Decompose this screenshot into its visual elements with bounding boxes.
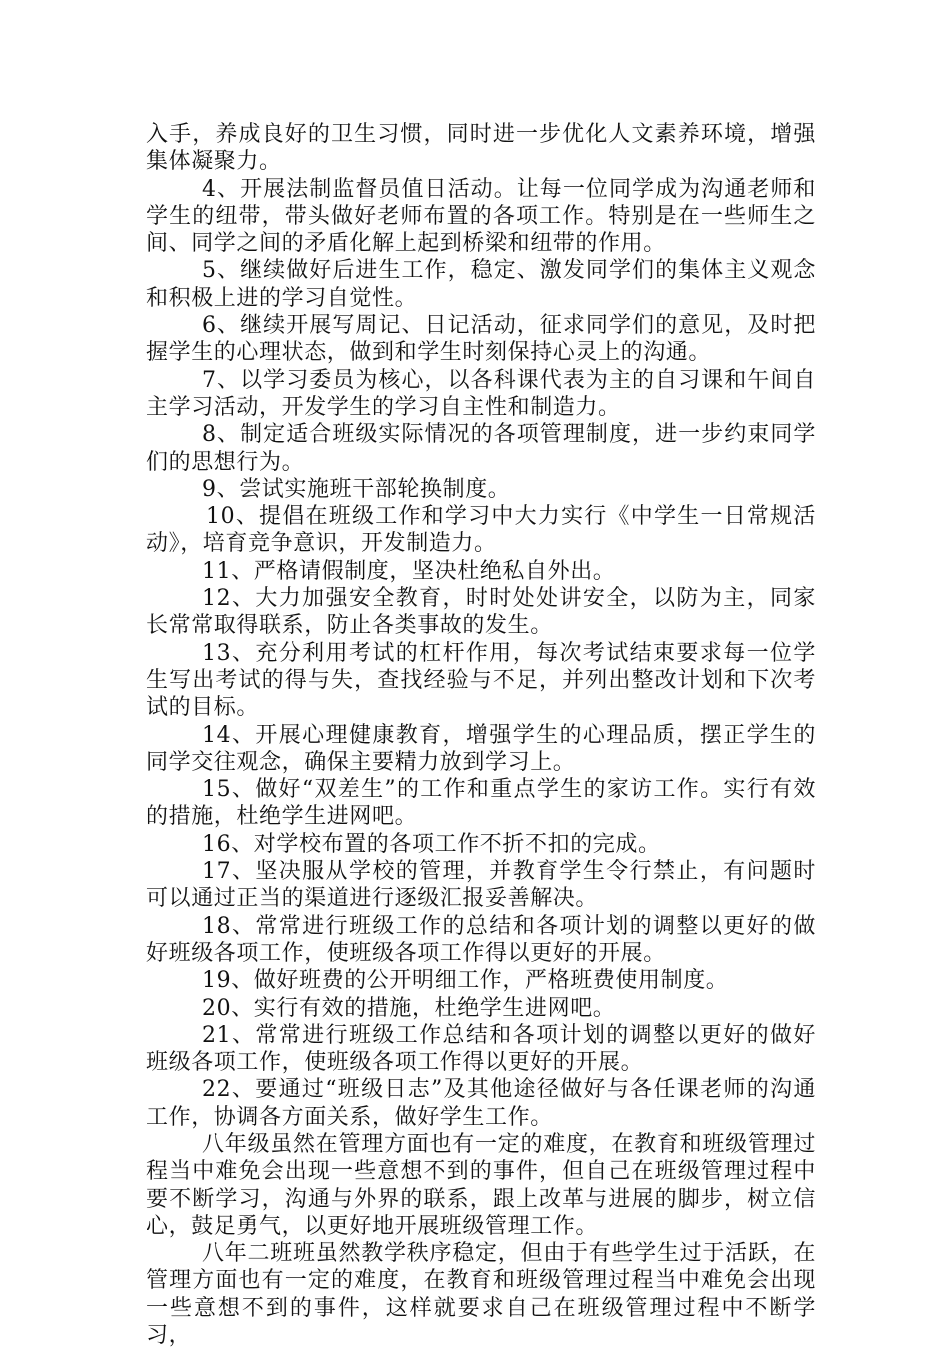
paragraph-item-22: 22、要通过“班级日志”及其他途径做好与各任课老师的沟通工作，协调各方面关系，做好学生工作。 (146, 1077, 816, 1130)
paragraph-item-9: 9、尝试实施班干部轮换制度。 (202, 476, 511, 502)
paragraph-item-8: 8、制定适合班级实际情况的各项管理制度，进一步约束同学们的思想行为。 (146, 422, 816, 475)
paragraph-item-7: 7、以学习委员为核心，以各科课代表为主的自习课和午间自主学习活动，开发学生的学习自主性和制造力。 (146, 367, 816, 420)
paragraph-item-10: 10、提倡在班级工作和学习中大力实行《中学生一日常规活动》，培育竞争意识，开发制造力。 (146, 504, 816, 557)
paragraph-item-20: 20、实行有效的措施，杜绝学生进网吧。 (202, 995, 616, 1021)
paragraph-item-12: 12、大力加强安全教育，时时处处讲安全，以防为主，同家长常常取得联系，防止各类事故的发生。 (146, 586, 816, 639)
paragraph-item-11: 11、严格请假制度，坚决杜绝私自外出。 (202, 558, 616, 584)
paragraph-item-5: 5、继续做好后进生工作，稳定、激发同学们的集体主义观念和积极上进的学习自觉性。 (146, 258, 816, 311)
paragraph-item-6: 6、继续开展写周记、日记活动，征求同学们的意见，及时把握学生的心理状态，做到和学生时刻保持心灵上的沟通。 (146, 313, 816, 366)
paragraph-item-21: 21、常常进行班级工作总结和各项计划的调整以更好的做好班级各项工作，使班级各项工作得以更好的开展。 (146, 1022, 816, 1076)
paragraph-item-17: 17、坚决服从学校的管理，并教育学生令行禁止，有问题时可以通过正当的渠道进行逐级汇报妥善解决。 (146, 859, 816, 912)
paragraph-continuation: 入手，养成良好的卫生习惯，同时进一步优化人文素养环境，增强集体凝聚力。 (146, 122, 816, 175)
paragraph-item-18: 18、常常进行班级工作的总结和各项计划的调整以更好的做好班级各项工作，使班级各项工作得以更好的开展。 (146, 913, 816, 966)
paragraph-summary: 八年级虽然在管理方面也有一定的难度，在教育和班级管理过程当中难免会出现一些意想不到的事件，但自己在班级管理过程中要不断学习，沟通与外界的联系，跟上改革与进展的脚步，树立信心，鼓足勇气，以更好地开展班级管理工作。 (146, 1131, 816, 1239)
paragraph-closing: 八年二班班虽然教学秩序稳定，但由于有些学生过于活跃，在管理方面也有一定的难度，在教育和班级管理过程当中难免会出现一些意想不到的事件，这样就要求自己在班级管理过程中不断学习， (146, 1241, 816, 1349)
paragraph-item-4: 4、开展法制监督员值日活动。让每一位同学成为沟通老师和学生的纽带，带头做好老师布置的各项工作。特别是在一些师生之间、同学之间的矛盾化解上起到桥梁和纽带的作用。 (146, 176, 816, 257)
paragraph-item-14: 14、开展心理健康教育，增强学生的心理品质，摆正学生的同学交往观念，确保主要精力放到学习上。 (146, 722, 816, 775)
paragraph-item-19: 19、做好班费的公开明细工作，严格班费使用制度。 (202, 968, 729, 994)
paragraph-item-15: 15、做好“双差生”的工作和重点学生的家访工作。实行有效的措施，杜绝学生进网吧。 (146, 777, 816, 830)
paragraph-item-13: 13、充分利用考试的杠杆作用，每次考试结束要求每一位学生写出考试的得与失，查找经验与不足，并列出整改计划和下次考试的目标。 (146, 640, 816, 721)
document-body (146, 121, 816, 1349)
paragraph-item-16: 16、对学校布置的各项工作不折不扣的完成。 (202, 831, 661, 857)
